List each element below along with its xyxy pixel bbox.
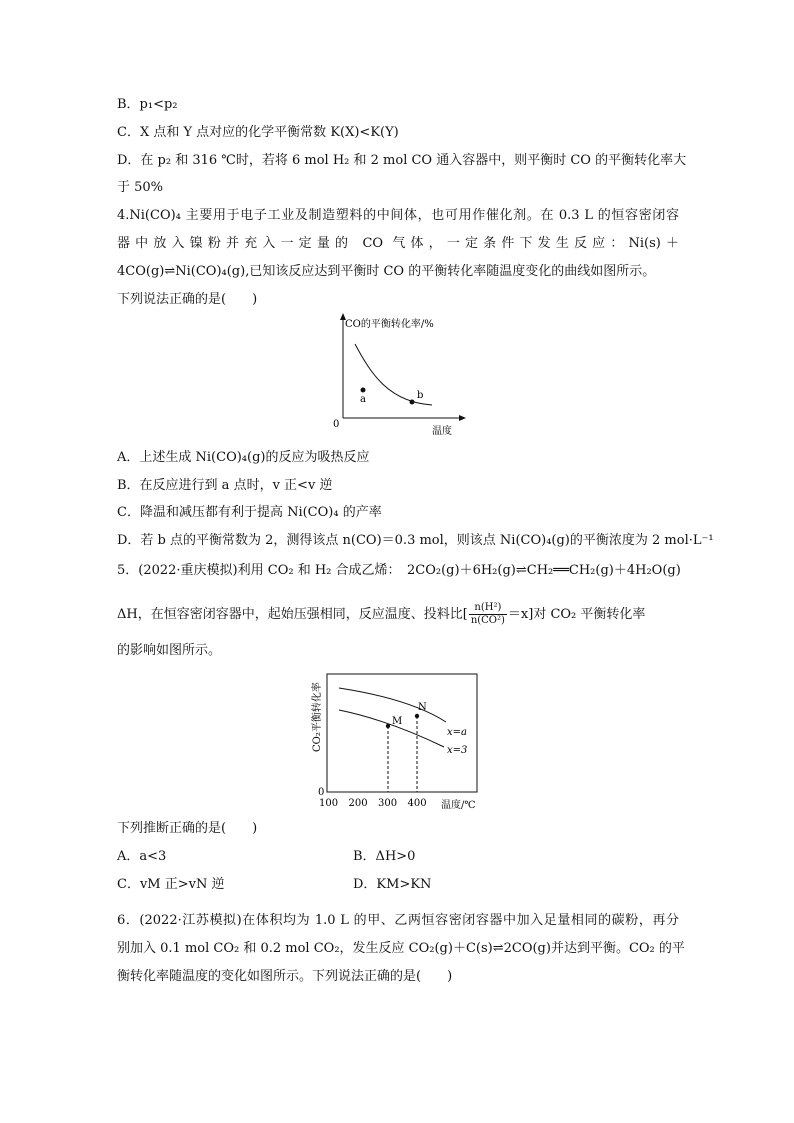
q5-ratio-fraction (469, 602, 507, 627)
q5-option-c: C．vM 正>vN 逆 (117, 877, 225, 892)
q5-x-tick-400: 400 (407, 798, 427, 809)
q4-chart-title: CO的平衡转化率/% (345, 319, 434, 330)
q4-origin-label: 0 (333, 419, 340, 430)
q5-stem-line1: 5．(2022·重庆模拟)利用 CO₂ 和 H₂ 合成乙烯： 2CO₂(g)＋6H₂(g)⇌CH₂══CH₂(g)＋4H₂O(g) (117, 563, 681, 578)
q5-y-label: CO₂平衡转化率 (312, 682, 323, 752)
q5-stem-line2-end: ＝x]对 CO₂ 平衡转化率 (507, 607, 646, 622)
q4-point-b-label: b (417, 390, 424, 401)
q3-option-d-line1: D．在 p₂ 和 316 ℃时，若将 6 mol H₂ 和 2 mol CO 通入容器中，则平衡时 CO 的平衡转化率大 (117, 153, 687, 168)
q5-stem-line3: 的影响如图所示。 (117, 643, 222, 658)
q5-fraction-denominator: n(CO²) (470, 615, 505, 626)
q5-x-ticks (319, 798, 427, 809)
q4-option-a: A．上述生成 Ni(CO)₄(g)的反应为吸热反应 (117, 450, 370, 465)
q6-stem-line3: 衡转化率随温度的变化如图所示。下列说法正确的是( ) (117, 969, 453, 984)
q5-point-m (386, 724, 390, 728)
q6-stem-line1: 6．(2022·江苏模拟)在体积均为 1.0 L 的甲、乙两恒容密闭容器中加入足量相同的碳粉，再分 (117, 913, 679, 928)
q5-prompt: 下列推断正确的是( ) (117, 821, 258, 836)
q4-option-b: B．在反应进行到 a 点时，v 正<v 逆 (117, 478, 333, 493)
q4-option-d: D．若 b 点的平衡常数为 2，测得该点 n(CO)＝0.3 mol，则该点 Ni(CO)₄(g)的平衡浓度为 2 mol·L⁻¹ (117, 533, 714, 548)
q5-label-m: M (392, 716, 403, 727)
q4-point-a-label: a (360, 394, 366, 405)
q5-chart (308, 672, 498, 815)
q5-x-tick-200: 200 (348, 798, 368, 809)
q4-option-c: C．降温和减压都有利于提高 Ni(CO)₄ 的产率 (117, 505, 382, 520)
q5-stem-line2 (117, 602, 645, 627)
q5-series-a-label: x=a (447, 727, 467, 738)
q4-x-label: 温度 (432, 426, 452, 437)
q4-x-arrow (459, 415, 466, 421)
q5-stem-line2-start: ΔH，在恒容密闭容器中，起始压强相同，反应温度、投料比[ (117, 607, 468, 622)
q6-stem-line2: 别加入 0.1 mol CO₂ 和 0.2 mol CO₂，发生反应 CO₂(g)＋C(s)⇌2CO(g)并达到平衡。CO₂ 的平 (117, 941, 685, 956)
q4-chart (300, 310, 500, 445)
q4-stem-line4: 下列说法正确的是( ) (117, 292, 258, 307)
q5-option-b: B．ΔH>0 (353, 849, 416, 864)
q5-fraction-numerator: n(H²) (469, 602, 507, 615)
q4-point-a (361, 388, 366, 393)
q4-stem-line1: 4.Ni(CO)₄ 主要用于电子工业及制造塑料的中间体，也可用作催化剂。在 0.3 L 的恒容密闭容 (117, 208, 679, 223)
q3-option-b: B．p₁<p₂ (117, 97, 178, 112)
q4-point-b (410, 400, 415, 405)
q4-stem-line2: 器中放入镍粉并充入一定量的 CO 气体，一定条件下发生反应：Ni(s)＋ (117, 236, 679, 251)
q5-option-a: A．a<3 (117, 849, 167, 864)
q5-x-tick-100: 100 (319, 798, 339, 809)
q5-origin-label: 0 (318, 787, 325, 798)
q5-point-n (415, 714, 419, 718)
q5-option-d: D．KM>KN (353, 877, 432, 892)
q5-x-label: 温度/℃ (441, 800, 476, 811)
q3-option-c: C．X 点和 Y 点对应的化学平衡常数 K(X)<K(Y) (117, 125, 399, 140)
q5-label-n: N (418, 702, 427, 713)
q5-x-tick-300: 300 (378, 798, 398, 809)
q5-series-3-label: x=3 (447, 745, 468, 756)
q4-stem-line3: 4CO(g)⇌Ni(CO)₄(g),已知该反应达到平衡时 CO 的平衡转化率随温度变化的曲线如图所示。 (117, 264, 656, 279)
q3-option-d-line2: 于 50% (117, 180, 164, 195)
